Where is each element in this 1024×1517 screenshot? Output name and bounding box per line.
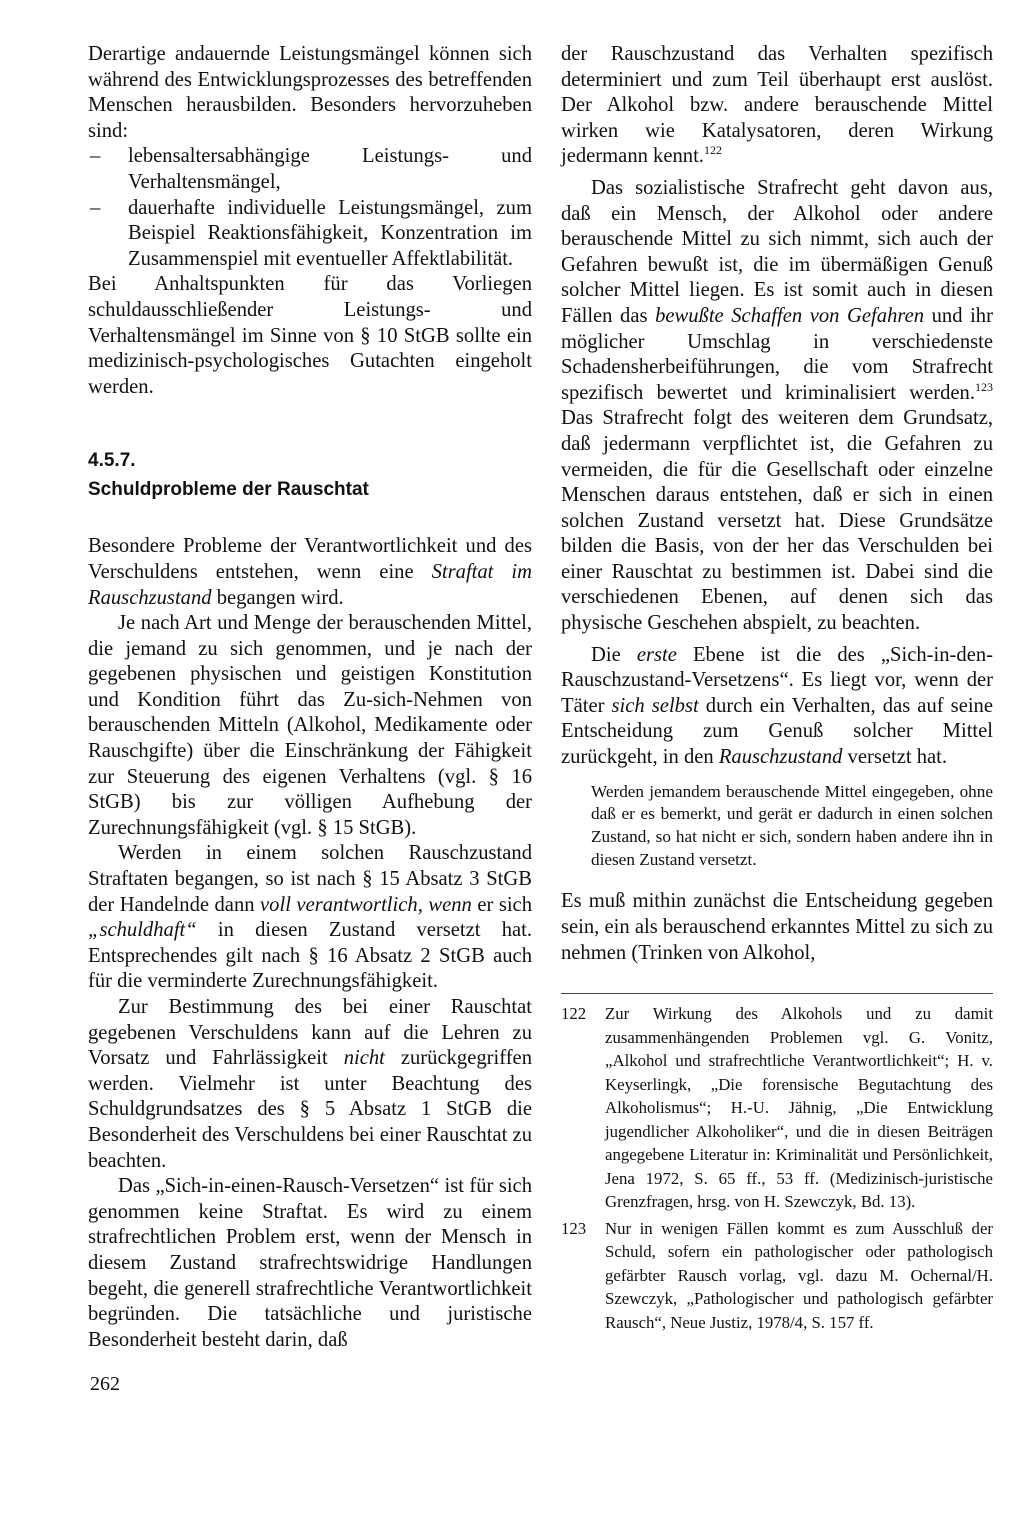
text-run: in diesen Zustand versetzt hat. Entsprechendes gilt nach § 16 Absatz 2 StGB auch für die verminderte Zurechnungsfähigkeit. — [88, 919, 532, 993]
italic-run: Straftat im Rauschzustand — [88, 560, 532, 609]
italic-run: erste — [636, 643, 677, 666]
section-number: 4.5.7. — [88, 450, 136, 472]
text-run: Das sozialistische Strafrecht geht davon aus, daß ein Mensch, der Alkohol oder andere berauschende Mittel zu sich nimmt, sich auch der Gefahren bewußt ist, die im übermäßigen Genuß solcher Mittel liegen. Es ist somit auch in diesen Fällen das — [561, 176, 993, 327]
footnote-123 — [561, 1217, 993, 1335]
left-column — [88, 42, 532, 1353]
paragraph: Das „Sich-in-einen-Rausch-Versetzen“ ist für sich genommen keine Straftat. Es wird zu einem strafrechtlichen Problem erst, wenn der Mensch in diesem Zustand strafrechtswidrige Handlungen begeht, die generell strafrechtliche Verantwortlichkeit begründen. Die tatsächliche und juristische Besonderheit besteht darin, daß — [88, 1175, 532, 1351]
footnote-text: Zur Wirkung des Alkohols und zu damit zusammenhängenden Problemen vgl. G. Vonitz, „Alkohol und strafrechtliche Verantwortlichkeit“; H. v. Keyserlingk, „Die forensische Begutachtung des Alkoholismus“; H.-U. Jähnig, „Die Entwicklung jugendlicher Alkoholiker“, und die in diesen Beiträgen angegebene Literatur in: Kriminalität und Persönlichkeit, Jena 1972, S. 65 ff., 53 ff. (Medizinisch-juristische Grenzfragen, hrsg. von H. Szewczyk, Bd. 13). — [605, 1004, 993, 1211]
italic-run: sich selbst — [611, 694, 699, 717]
paragraph — [88, 534, 532, 611]
footnote-ref: 123 — [975, 379, 993, 394]
section-heading — [88, 446, 532, 504]
footnote-text: Nur in wenigen Fällen kommt es zum Ausschluß der Schuld, sofern ein pathologischer oder pathologisch gefärbter Rausch vorlag, vgl. dazu M. Ochernal/H. Szewczyk, „Pathologischer und pathologisch gefärbter Rausch“, Neue Justiz, 1978/4, S. 157 ff. — [605, 1218, 993, 1332]
footnote-number: 122 — [561, 1004, 587, 1023]
page-number: 262 — [90, 1373, 120, 1395]
footnote-ref: 122 — [703, 143, 722, 158]
text-run: versetzt hat. — [842, 746, 948, 769]
paragraph — [561, 176, 993, 637]
text-run: Die — [591, 643, 637, 666]
text-run: er sich — [471, 893, 532, 916]
footnotes — [561, 1002, 993, 1337]
paragraph: Je nach Art und Menge der berauschenden Mittel, die jemand zu sich genommen, und je nach der gegebenen physischen und geistigen Konstitution und Kondition führt das Zu-sich-Nehmen von berauschenden Mitteln (Alkohol, Medikamente oder Rauschgifte) über die Einschränkung der Fähigkeit zur Steuerung des eigenen Verhaltens (vgl. § 16 StGB) bis zur völligen Aufhebung der Zurechnungsfähigkeit (vgl. § 15 StGB). — [88, 612, 532, 839]
paragraph — [88, 995, 532, 1174]
paragraph — [561, 643, 993, 771]
paragraph — [88, 841, 532, 995]
italic-run: voll verantwortlich, wenn — [260, 893, 472, 916]
text-run: durch ein Verhalten, das auf seine Entscheidung zum Genuß solcher Mittel zurückgeht, in den — [561, 694, 993, 769]
text-run: Das Strafrecht folgt des weiteren dem Grundsatz, daß jedermann verpflichtet ist, die Gefahren zu vermeiden, die für die Gesellschaft oder einzelne Menschen daraus entstehen, daß er sich in einen solchen Zustand versetzt hat. Diese Grundsätze bilden die Basis, von der her das Verschulden bei einer Rauschtat zu bestimmen ist. Dabei sind die verschiedenen Ebenen, auf denen sich das physische Geschehen abspielt, zu beachten. — [561, 407, 993, 635]
paragraph-intro: Derartige andauernde Leistungsmängel können sich während des Entwicklungsprozesses des betreffenden Menschen herausbilden. Besonders hervorzuheben sind: — [88, 43, 532, 142]
paragraph: Es muß mithin zunächst die Entscheidung gegeben sein, ein als berauschend erkanntes Mittel zu sich zu nehmen (Trinken von Alkohol, — [561, 890, 993, 964]
text-run: und ihr möglicher Umschlag in verschiedenste Schadensherbeiführungen, die vom Strafrecht spezifisch bewertet und kriminalisiert werden. — [561, 304, 993, 404]
italic-run: nicht — [343, 1047, 385, 1070]
italic-run: Rauschzustand — [718, 746, 843, 769]
text-run: zurückgegriffen werden. Vielmehr ist unter Beachtung des Schuldgrundsatzes des § 5 Absatz 1 StGB die Besonderheit des Verschuldens bei einer Rauschtat zu beachten. — [88, 1047, 532, 1172]
text-run: Zur Bestimmung des bei einer Rauschtat gegebenen Verschuldens kann auf die Lehren zu Vorsatz und Fahrlässigkeit — [88, 996, 532, 1070]
text-run: der Rauschzustand das Verhalten spezifisch determiniert und zum Teil überhaupt erst auslöst. Der Alkohol bzw. andere berauschende Mittel wirken wie Katalysatoren, deren Wirkung jedermann kennt. — [561, 43, 993, 168]
indented-note: Werden jemandem berauschende Mittel eingegeben, ohne daß er es bemerkt, und gerät er dadurch in einen solchen Zustand, so hat nicht er sich, sondern haben andere ihn in diesen Zustand versetzt. — [591, 781, 993, 869]
footnote-rule — [561, 993, 993, 994]
list-item: – dauerhafte individuelle Leistungsmängel, zum Beispiel Reaktionsfähigkeit, Konzentration im Zusammenspiel mit eventueller Affektlabilität. — [88, 196, 532, 273]
right-column — [561, 42, 993, 966]
footnote-122 — [561, 1002, 993, 1214]
text-run: Ebene ist die des „Sich-in-den-Rauschzustand-Versetzens“. Es liegt vor, wenn der Täter — [561, 643, 993, 717]
text-run: Werden in einem solchen Rauschzustand Straftaten begangen, so ist nach § 15 Absatz 3 StGB der Handelnde dann — [88, 842, 532, 916]
dash-list — [88, 144, 532, 272]
paragraph — [561, 42, 993, 170]
italic-run: „schuldhaft“ — [88, 919, 197, 942]
text-run: Besondere Probleme der Verantwortlichkeit und des Verschuldens entstehen, wenn eine — [88, 535, 532, 583]
section-title: Schuldprobleme der Rauschtat — [88, 479, 369, 501]
italic-run: bewußte Schaffen von Gefahren — [655, 304, 925, 327]
paragraph-after-list: Bei Anhaltspunkten für das Vorliegen schuldausschließender Leistungs- und Verhaltensmängel im Sinne von § 10 StGB sollte ein medizinisch-psychologisches Gutachten eingeholt werden. — [88, 273, 532, 398]
list-item: – lebensaltersabhängige Leistungs- und Verhaltensmängel, — [88, 144, 532, 195]
text-run: begangen wird. — [211, 586, 344, 609]
footnote-number: 123 — [561, 1218, 587, 1238]
